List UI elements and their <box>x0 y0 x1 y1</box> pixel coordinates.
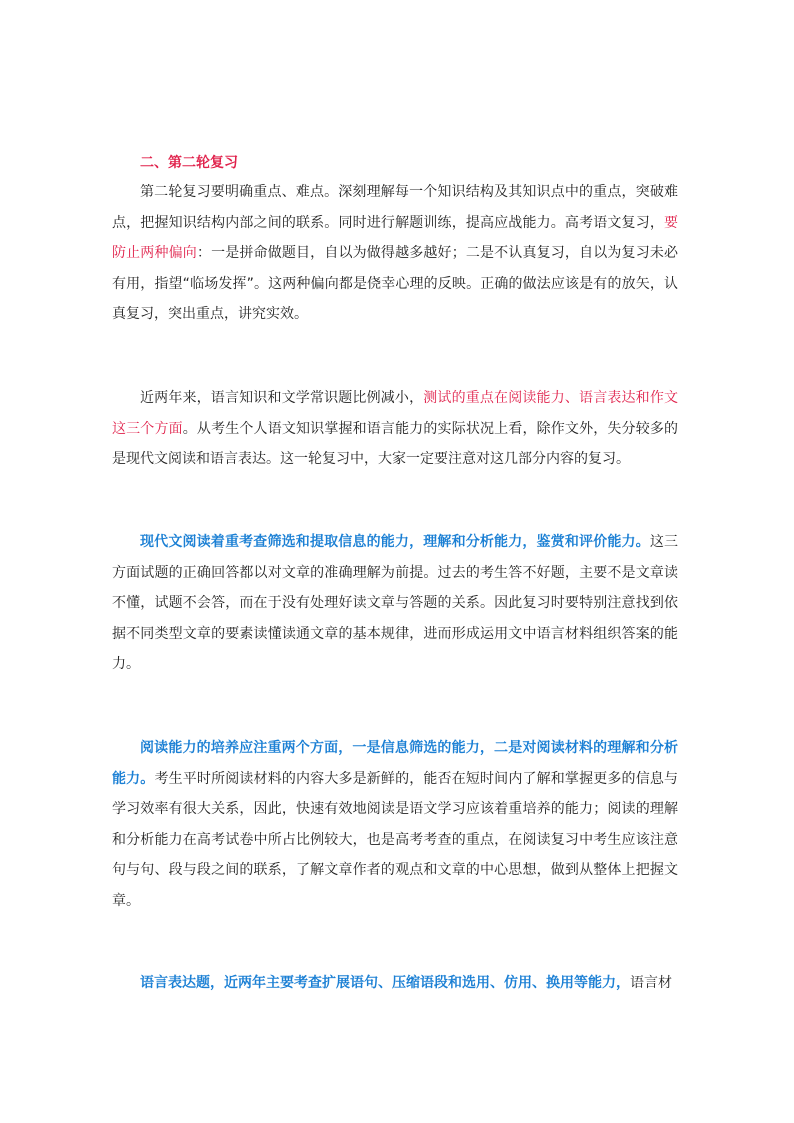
paragraph-text: 这三方面试题的正确回答都以对文章的准确理解为前提。过去的考生答不好题，主要不是文章读不懂，试题不会答，而在于没有处理好读文章与答题的关系。因此复习时要特别注意找到依据不同类型文章的要素读懂读通文章的基本规律，进而形成运用文中语言材料组织答案的能力。 <box>112 534 679 672</box>
paragraph-language-expression <box>112 968 678 999</box>
paragraph-reading-ability <box>112 733 678 916</box>
section-heading: 二、第二轮复习 <box>140 155 238 171</box>
highlight-red: 要防止两种偏向 <box>112 214 678 261</box>
highlight-blue: 阅读能力的培养应注重两个方面，一是信息筛选的能力，二是对阅读材料的理解和分析能力。 <box>112 740 678 787</box>
highlight-blue: 现代文阅读着重考查筛选和提取信息的能力，理解和分析能力，鉴赏和评价能力。 <box>140 534 650 550</box>
paragraph-text: 。从考生个人语文知识掌握和语言能力的实际状况上看，除作文外，失分较多的是现代文阅读和语言表达。这一轮复习中，大家一定要注意对这几部分内容的复习。 <box>112 420 679 467</box>
paragraph-second-round-review <box>112 177 678 330</box>
paragraph-text: ：一是拼命做题目，自以为做得越多越好；二是不认真复习，自以为复习未必有用，指望“临场发挥”。这两种偏向都是侥幸心理的反映。正确的做法应该是有的放矢，认真复习，突出重点，讲究实效。 <box>112 245 679 322</box>
highlight-blue: 语言表达题，近两年主要考查扩展语句、压缩语段和选用、仿用、换用等能力， <box>140 975 630 991</box>
paragraph-test-focus <box>112 383 678 475</box>
paragraph-text: 近两年来，语言知识和文学常识题比例减小， <box>140 390 424 406</box>
paragraph-text: 第二轮复习要明确重点、难点。深刻理解每一个知识结构及其知识点中的重点，突破难点，把握知识结构内部之间的联系。同时进行解题训练，提高应战能力。高考语文复习， <box>112 184 678 231</box>
paragraph-modern-reading <box>112 527 678 680</box>
highlight-red: 测试的重点在阅读能力、语言表达和作文这三个方面 <box>112 390 679 437</box>
paragraph-text: 语言材 <box>630 975 672 991</box>
paragraph-text: 考生平时所阅读材料的内容大多是新鲜的，能否在短时间内了解和掌握更多的信息与学习效率有很大关系，因此，快速有效地阅读是语文学习应该着重培养的能力；阅读的理解和分析能力在高考试卷中所占比例较大，也是高考考查的重点，在阅读复习中考生应该注意句与句、段与段之间的联系，了解文章作者的观点和文章的中心思想，做到从整体上把握文章。 <box>112 770 679 909</box>
